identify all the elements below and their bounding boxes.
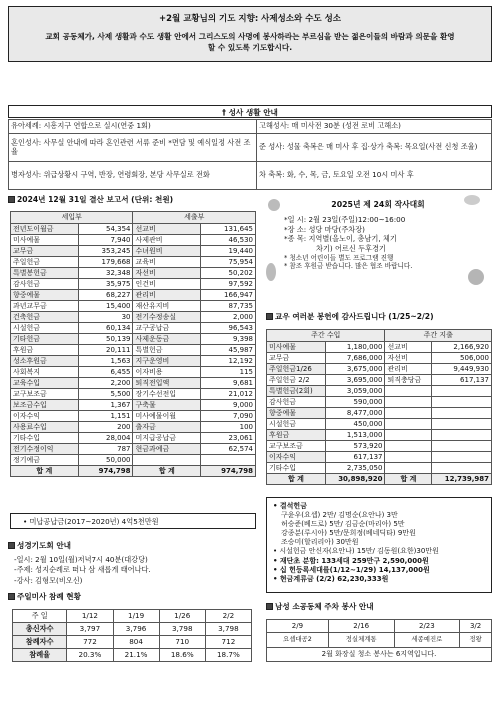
- income-item: 보조금수입: [11, 400, 79, 411]
- income-header: 세입부: [11, 212, 133, 224]
- donation-total-label: 합 계: [267, 474, 326, 485]
- bible-title: [8, 542, 71, 551]
- attendance-title: [8, 593, 81, 602]
- finance-row: [11, 235, 256, 246]
- attendance-value: 3,798: [159, 623, 205, 636]
- expense-item: 사제관비: [133, 235, 201, 246]
- donation-title-text: 교우 여러분 봉헌에 감사드립니다 (1/25~2/2): [275, 312, 434, 321]
- attendance-row-label: 총신자수: [13, 623, 67, 636]
- income-amount: 2,200: [78, 378, 133, 389]
- finance-row: [11, 312, 256, 323]
- donation-income-amount: 450,000: [325, 419, 385, 430]
- income-item: 건축헌금: [11, 312, 79, 323]
- expense-amount: 62,574: [201, 444, 256, 455]
- donation-income-amount: 573,920: [325, 441, 385, 452]
- finance-row: [11, 334, 256, 345]
- income-item: 향중예물: [11, 290, 79, 301]
- expense-item: 미사예물이월: [133, 411, 201, 422]
- event-line: *장 소: 성당 마당(주차장): [284, 224, 365, 234]
- expense-item: 재산유지비: [133, 301, 201, 312]
- expense-amount: 87,735: [201, 301, 256, 312]
- attendance-value: 772: [67, 636, 113, 649]
- square-bullet-icon: [266, 313, 273, 320]
- guide-cell: 혼인성사: 사무실 안내에 따라 혼인관련 서류 준비 *면담 및 예식일정 사전 조율: [9, 134, 257, 162]
- cleaning-title: [266, 603, 374, 612]
- donation-income-item: 주일헌금1/26: [267, 364, 326, 375]
- cleaning-date: 2/16: [328, 620, 394, 633]
- expense-amount: 2,000: [201, 312, 256, 323]
- gift-line: 조승미(할리리아) 30만원: [281, 538, 359, 547]
- donation-row: [267, 386, 492, 397]
- finance-total-label-2: 합 계: [133, 466, 201, 477]
- expense-amount: 100: [201, 422, 256, 433]
- guide-cell: 준 성사: 성물 축복은 매 미사 후 집·상가 축복: 목요일(사전 신청 조율): [257, 134, 492, 162]
- donation-income-item: 교무금: [267, 353, 326, 364]
- finance-row: [11, 455, 256, 466]
- income-item: 성소후원금: [11, 356, 79, 367]
- expense-amount: 166,947: [201, 290, 256, 301]
- expense-amount: 12,192: [201, 356, 256, 367]
- donation-row: [267, 364, 492, 375]
- event-box: [264, 193, 492, 297]
- event-line: *종 목: 지역별(을노이, 총남기, 체기: [284, 234, 397, 244]
- donation-income-amount: 3,675,000: [325, 364, 385, 375]
- finance-row: [11, 279, 256, 290]
- donation-income-amount: 590,000: [325, 397, 385, 408]
- guide-cell: 차 축복: 화, 수, 목, 금, 토요일 오전 10시 미사 후: [257, 162, 492, 190]
- donation-income-item: 교구보조금: [267, 441, 326, 452]
- expense-item: 교육비: [133, 257, 201, 268]
- attendance-value: 3,798: [205, 623, 251, 636]
- income-amount: 1,367: [78, 400, 133, 411]
- income-amount: 5,500: [78, 389, 133, 400]
- expense-amount: 46,530: [201, 235, 256, 246]
- donation-expense-amount: [432, 397, 492, 408]
- donation-income-item: 이자수익: [267, 452, 326, 463]
- donation-income-item: 시설헌금: [267, 419, 326, 430]
- bible-line: -주제: 성지순례로 떠나 삼 새롭게 태어나다.: [14, 565, 151, 575]
- donation-row: [267, 408, 492, 419]
- donation-income-amount: 1,180,000: [325, 342, 385, 353]
- donation-table: [266, 329, 492, 485]
- donation-row: [267, 430, 492, 441]
- attendance-header-cell: 주 일: [13, 610, 67, 623]
- income-amount: 353,245: [78, 246, 133, 257]
- donation-income-amount: 3,059,000: [325, 386, 385, 397]
- finance-row: [11, 356, 256, 367]
- donation-income-amount: 2,735,050: [325, 463, 385, 474]
- expense-amount: 9,681: [201, 378, 256, 389]
- expense-amount: 97,592: [201, 279, 256, 290]
- expense-item: 교구공납금: [133, 323, 201, 334]
- income-amount: 50,000: [78, 455, 133, 466]
- donation-expense-item: 퇴직충당금: [385, 375, 432, 386]
- donation-expense-item: [385, 386, 432, 397]
- prayer-body: 교회 공동체가, 사제 생활과 수도 생활 안에서 그리스도의 사명에 봉사하라는 부르심을 받는 젊은이들의 바람과 의문을 환영할 수 있도록 기도합시다.: [45, 32, 455, 52]
- donation-row: [267, 452, 492, 463]
- event-line: 차기) 어르신 두후경기: [316, 243, 386, 253]
- donation-income-item: 후원금: [267, 430, 326, 441]
- donation-expense-amount: 506,000: [432, 353, 492, 364]
- attendance-header-cell: 1/19: [113, 610, 159, 623]
- attendance-value: 18.6%: [159, 649, 205, 662]
- income-item: 사회복지: [11, 367, 79, 378]
- expense-item: 출자금: [133, 422, 201, 433]
- finance-row: [11, 411, 256, 422]
- finance-row: [11, 301, 256, 312]
- finance-row: [11, 444, 256, 455]
- income-item: 특별봉헌금: [11, 268, 79, 279]
- expense-amount: 7,090: [201, 411, 256, 422]
- income-item: 정기예금: [11, 455, 79, 466]
- income-item: 감사헌금: [11, 279, 79, 290]
- donation-income-amount: 1,513,000: [325, 430, 385, 441]
- donation-expense-amount: [432, 419, 492, 430]
- donation-expense-item: [385, 419, 432, 430]
- income-amount: 50,139: [78, 334, 133, 345]
- expense-amount: 50,202: [201, 268, 256, 279]
- guide-cell: 유아세례: 시흥지구 연합으로 실시(연중 1회): [9, 120, 257, 134]
- expense-amount: 45,987: [201, 345, 256, 356]
- finance-row: [11, 323, 256, 334]
- square-bullet-icon: [8, 196, 15, 203]
- donation-income-item: 향중예물: [267, 408, 326, 419]
- cleaning-group: 요셉대공2: [267, 633, 329, 648]
- cleaning-date: 2/23: [394, 620, 460, 633]
- expense-item: 관리비: [133, 290, 201, 301]
- donation-body: [267, 342, 492, 474]
- finance-row: [11, 268, 256, 279]
- finance-row: [11, 224, 256, 235]
- event-lines: [284, 215, 480, 271]
- donation-expense-item: [385, 441, 432, 452]
- income-item: 기타헌금: [11, 334, 79, 345]
- finance-row: [11, 257, 256, 268]
- attendance-value: 3,797: [67, 623, 113, 636]
- bible-title-text: 성경기도회 안내: [17, 541, 71, 550]
- donation-income-item: 감사헌금: [267, 397, 326, 408]
- finance-note: [10, 513, 256, 529]
- donation-row: [267, 353, 492, 364]
- guide-table: [8, 119, 492, 190]
- expense-amount: 75,954: [201, 257, 256, 268]
- expense-item: 전기수정송실: [133, 312, 201, 323]
- income-amount: 60,134: [78, 323, 133, 334]
- finance-note-text: • 미납공납금(2017~2020년) 4억5천만원: [23, 517, 159, 526]
- expense-amount: 96,543: [201, 323, 256, 334]
- square-bullet-icon: [8, 593, 15, 600]
- donation-row: [267, 419, 492, 430]
- gift-line: 구윤우(요셉) 2만/ 김명순(요안나) 3만: [281, 511, 398, 520]
- event-line: *일 시: 2월 23일(주일)12:00~16:00: [284, 215, 406, 224]
- expense-item: 퇴직전입액: [133, 378, 201, 389]
- prayer-title: +2월 교황님의 기도 지향: 사제성소와 수도 성소: [159, 14, 341, 24]
- donation-expense-amount: [432, 408, 492, 419]
- attendance-header-cell: 1/12: [67, 610, 113, 623]
- expense-item: 이자비용: [133, 367, 201, 378]
- cleaning-date: 3/2: [460, 620, 492, 633]
- gifts-box: [266, 497, 492, 593]
- donation-income-item: 미사예물: [267, 342, 326, 353]
- guide-cell: 병자성사: 위급상황시 구역, 반장, 연령회장, 본당 사무실로 전화: [9, 162, 257, 190]
- income-amount: 28,004: [78, 433, 133, 444]
- attendance-value: 710: [159, 636, 205, 649]
- donation-expense-item: [385, 452, 432, 463]
- attendance-row: [13, 636, 252, 649]
- income-amount: 68,227: [78, 290, 133, 301]
- finance-row: [11, 367, 256, 378]
- income-item: 이자수익: [11, 411, 79, 422]
- income-amount: 54,354: [78, 224, 133, 235]
- donation-row: [267, 463, 492, 474]
- finance-title-text: 2024년 12월 31일 결산 보고서 (단위: 천원): [17, 195, 174, 204]
- cleaning-group: 세종예진로: [394, 633, 460, 648]
- donation-expense-amount: 2,166,920: [432, 342, 492, 353]
- attendance-value: 804: [113, 636, 159, 649]
- expense-item: 장기수선전입: [133, 389, 201, 400]
- finance-row: [11, 345, 256, 356]
- expense-amount: [201, 455, 256, 466]
- expense-item: 선교비: [133, 224, 201, 235]
- donation-income-amount: 3,695,000: [325, 375, 385, 386]
- gift-line: • 결석헌금: [273, 502, 307, 510]
- donation-expense-amount: [432, 463, 492, 474]
- income-amount: 30: [78, 312, 133, 323]
- gift-line: • 재단초 분함: 133세대 259만구 2,590,000원: [273, 556, 429, 565]
- finance-row: [11, 422, 256, 433]
- income-amount: 6,455: [78, 367, 133, 378]
- finance-row: [11, 378, 256, 389]
- gift-line: 허승준(베드로) 5만/ 김금순(마리아) 5만: [281, 520, 405, 529]
- donation-expense-amount: [432, 441, 492, 452]
- cleaning-title-text: 남성 소공동체 주차 봉사 안내: [275, 602, 374, 611]
- cleaning-group: 정왕: [460, 633, 492, 648]
- income-item: 교구보조금: [11, 389, 79, 400]
- donation-expense-amount: [432, 386, 492, 397]
- donation-title: [266, 313, 434, 322]
- donation-expense-item: [385, 463, 432, 474]
- donation-row: [267, 375, 492, 386]
- expense-header: 세출부: [133, 212, 256, 224]
- income-item: 후원금: [11, 345, 79, 356]
- donation-row: [267, 441, 492, 452]
- income-item: 시설헌금: [11, 323, 79, 334]
- expense-amount: 115: [201, 367, 256, 378]
- square-bullet-icon: [8, 542, 15, 549]
- income-amount: 32,348: [78, 268, 133, 279]
- expense-item: 미지급공납금: [133, 433, 201, 444]
- expense-item: 현금과예금: [133, 444, 201, 455]
- expense-item: 인건비: [133, 279, 201, 290]
- attendance-row: [13, 649, 252, 662]
- event-title: 2025년 제 24회 작사대회: [331, 200, 425, 209]
- expense-item: [133, 455, 201, 466]
- donation-expense-item: [385, 408, 432, 419]
- income-amount: 1,151: [78, 411, 133, 422]
- gift-line: • 시설헌금 안신자(요안나) 15만/ 김동원(요한)30만원: [273, 547, 439, 556]
- donation-row: [267, 397, 492, 408]
- expense-amount: 21,012: [201, 389, 256, 400]
- decor-blob: [266, 263, 276, 281]
- finance-table: [10, 211, 256, 477]
- donation-income-amount: 7,686,000: [325, 353, 385, 364]
- income-amount: 787: [78, 444, 133, 455]
- finance-row: [11, 389, 256, 400]
- donation-total-label-2: 합 계: [385, 474, 432, 485]
- income-item: 교무금: [11, 246, 79, 257]
- decor-blob: [468, 269, 484, 285]
- finance-row: [11, 433, 256, 444]
- finance-row: [11, 246, 256, 257]
- finance-row: [11, 400, 256, 411]
- attendance-title-text: 주일미사 참례 현황: [17, 592, 81, 601]
- income-amount: 200: [78, 422, 133, 433]
- expense-amount: 19,440: [201, 246, 256, 257]
- income-amount: 179,668: [78, 257, 133, 268]
- donation-total-income: 30,898,920: [325, 474, 385, 485]
- income-item: 전년도이월금: [11, 224, 79, 235]
- attendance-table: [12, 609, 252, 662]
- bible-lines: [14, 555, 254, 586]
- finance-row: [11, 290, 256, 301]
- income-item: 전기수정이익: [11, 444, 79, 455]
- income-amount: 7,940: [78, 235, 133, 246]
- event-line: * 참조 후원금 받습니다. 많은 협조 바랍니다.: [284, 262, 413, 271]
- expense-item: 구축물: [133, 400, 201, 411]
- income-item: 미사예물: [11, 235, 79, 246]
- gift-line: • 십 헌등록세대를(1/12~1/29) 14,137,000원: [273, 565, 430, 574]
- income-item: 주일헌금: [11, 257, 79, 268]
- donation-expense-amount: 617,137: [432, 375, 492, 386]
- cleaning-date: 2/9: [267, 620, 329, 633]
- income-item: 과년교무금: [11, 301, 79, 312]
- donation-income-item: 주일헌금 2/2: [267, 375, 326, 386]
- finance-body: [11, 224, 256, 466]
- guide-header: † 성사 생활 안내: [8, 105, 492, 118]
- expense-item: 지구운영비: [133, 356, 201, 367]
- finance-total-income: 974,798: [78, 466, 133, 477]
- donation-income-amount: 8,477,000: [325, 408, 385, 419]
- income-item: 기타수입: [11, 433, 79, 444]
- attendance-body: [13, 623, 252, 662]
- attendance-value: 20.3%: [67, 649, 113, 662]
- expense-amount: 131,645: [201, 224, 256, 235]
- donation-expense-item: 관리비: [385, 364, 432, 375]
- expense-item: 특별헌금: [133, 345, 201, 356]
- donation-expense-header: 주간 지출: [385, 330, 492, 342]
- cleaning-table: [266, 619, 492, 662]
- gift-line: • 현금계류금 (2/2) 62,230,333원: [273, 574, 389, 583]
- income-item: 교육수입: [11, 378, 79, 389]
- donation-row: [267, 342, 492, 353]
- donation-expense-amount: [432, 430, 492, 441]
- guide-cell: 고해성사: 매 미사전 30분 (성전 로비 고해소): [257, 120, 492, 134]
- attendance-row-label: 참례율: [13, 649, 67, 662]
- attendance-value: 3,796: [113, 623, 159, 636]
- attendance-row-label: 참례자수: [13, 636, 67, 649]
- bible-line: -강사: 김형모(비오신): [14, 575, 83, 585]
- donation-expense-amount: 9,449,930: [432, 364, 492, 375]
- cleaning-group: 정실체계통: [328, 633, 394, 648]
- cleaning-note: 2월 화장실 청소 봉사는 6지역입니다.: [267, 648, 492, 662]
- attendance-header-cell: 2/2: [205, 610, 251, 623]
- expense-item: 수녀원비: [133, 246, 201, 257]
- donation-income-item: 기타수입: [267, 463, 326, 474]
- expense-item: 사제운동금: [133, 334, 201, 345]
- event-line: * 청소년 어린이들 별도 프로그램 진행: [284, 253, 394, 262]
- finance-total-label: 합 계: [11, 466, 79, 477]
- donation-expense-item: 자선비: [385, 353, 432, 364]
- donation-income-header: 주간 수입: [267, 330, 385, 342]
- attendance-header-row: [13, 610, 252, 623]
- expense-amount: 9,000: [201, 400, 256, 411]
- income-amount: 15,400: [78, 301, 133, 312]
- donation-income-item: 특별헌금(2회): [267, 386, 326, 397]
- donation-expense-item: [385, 430, 432, 441]
- gift-line: 강종분(루시아) 5만/문희정(베네딕타) 9만원: [281, 529, 416, 538]
- attendance-row: [13, 623, 252, 636]
- donation-total-expense: 12,739,987: [432, 474, 492, 485]
- donation-income-amount: 617,137: [325, 452, 385, 463]
- donation-expense-item: 선교비: [385, 342, 432, 353]
- expense-amount: 23,061: [201, 433, 256, 444]
- bulletin-page: [8, 6, 492, 701]
- attendance-value: 18.7%: [205, 649, 251, 662]
- donation-expense-item: [385, 397, 432, 408]
- expense-item: 자선비: [133, 268, 201, 279]
- attendance-value: 21.1%: [113, 649, 159, 662]
- finance-total-expense: 974,798: [201, 466, 256, 477]
- income-amount: 1,563: [78, 356, 133, 367]
- income-amount: 35,975: [78, 279, 133, 290]
- square-bullet-icon: [266, 603, 273, 610]
- donation-expense-amount: [432, 452, 492, 463]
- finance-title: [8, 196, 173, 205]
- prayer-intention-box: [8, 6, 492, 62]
- expense-amount: 9,398: [201, 334, 256, 345]
- bible-line: -일시: 2월 10일(월)저녁7시 40분(대강당): [14, 555, 148, 564]
- attendance-header-cell: 1/26: [159, 610, 205, 623]
- attendance-value: 712: [205, 636, 251, 649]
- income-amount: 20,111: [78, 345, 133, 356]
- income-item: 사용료수입: [11, 422, 79, 433]
